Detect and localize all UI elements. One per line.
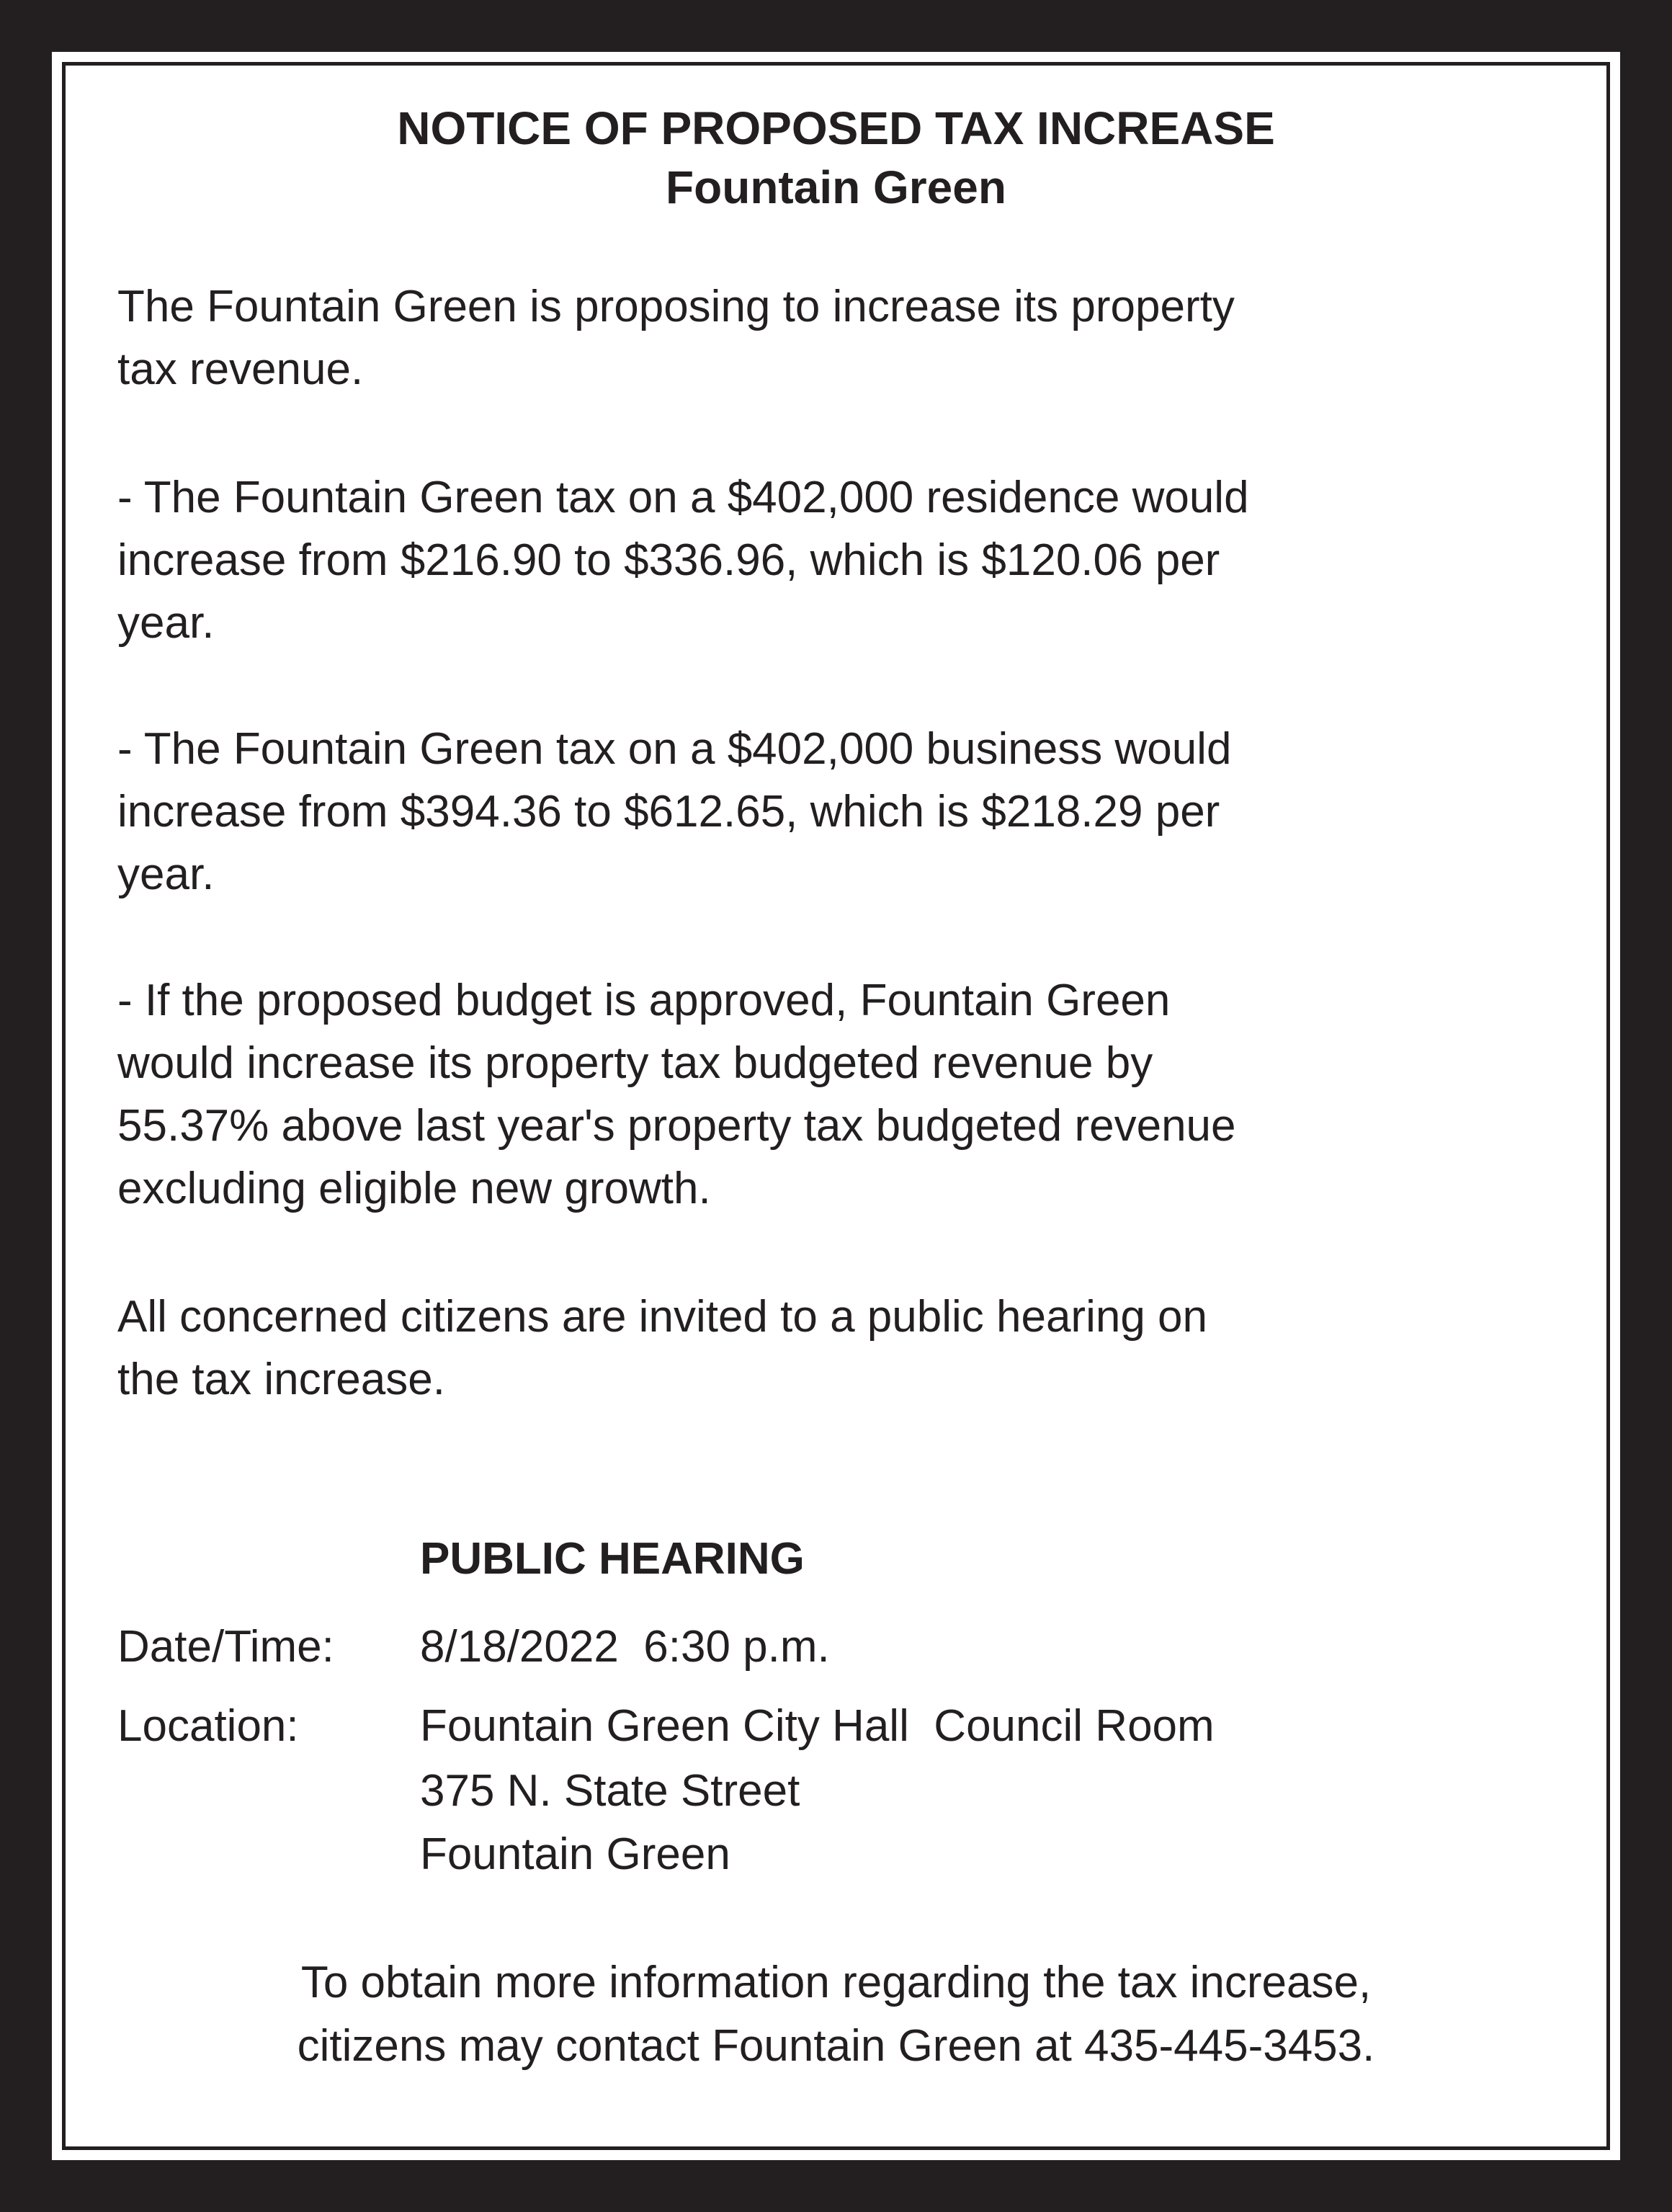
contact-line-1: To obtain more information regarding the tax increase, [300, 1958, 1372, 2007]
business-paragraph: - The Fountain Green tax on a $402,000 business would increase from $394.36 to $612.65, which is $218.29 per year. [117, 724, 1232, 899]
location-line-1: Fountain Green City Hall Council Room [420, 1701, 1215, 1751]
date-time-label: Date/Time: [117, 1622, 334, 1672]
residence-paragraph: - The Fountain Green tax on a $402,000 residence would increase from $216.90 to $336.96, which is $120.06 per year. [117, 473, 1249, 648]
contact-line-2: citizens may contact Fountain Green at 435-445-3453. [297, 2021, 1375, 2071]
intro-paragraph: The Fountain Green is proposing to increase its property tax revenue. [117, 282, 1235, 394]
location-line-3: Fountain Green [420, 1829, 730, 1879]
public-hearing-heading: PUBLIC HEARING [420, 1534, 805, 1584]
notice-entity: Fountain Green [666, 161, 1006, 213]
date-time-value: 8/18/2022 6:30 p.m. [420, 1622, 830, 1672]
location-line-2: 375 N. State Street [420, 1766, 800, 1816]
budget-paragraph: - If the proposed budget is approved, Fountain Green would increase its property tax budgeted revenue by 55.37% above last year's property tax budgeted revenue excluding eligible new growth. [117, 976, 1236, 1213]
invitation-paragraph: All concerned citizens are invited to a public hearing on the tax increase. [117, 1292, 1208, 1404]
location-label: Location: [117, 1701, 299, 1751]
notice-title: NOTICE OF PROPOSED TAX INCREASE [397, 102, 1275, 154]
